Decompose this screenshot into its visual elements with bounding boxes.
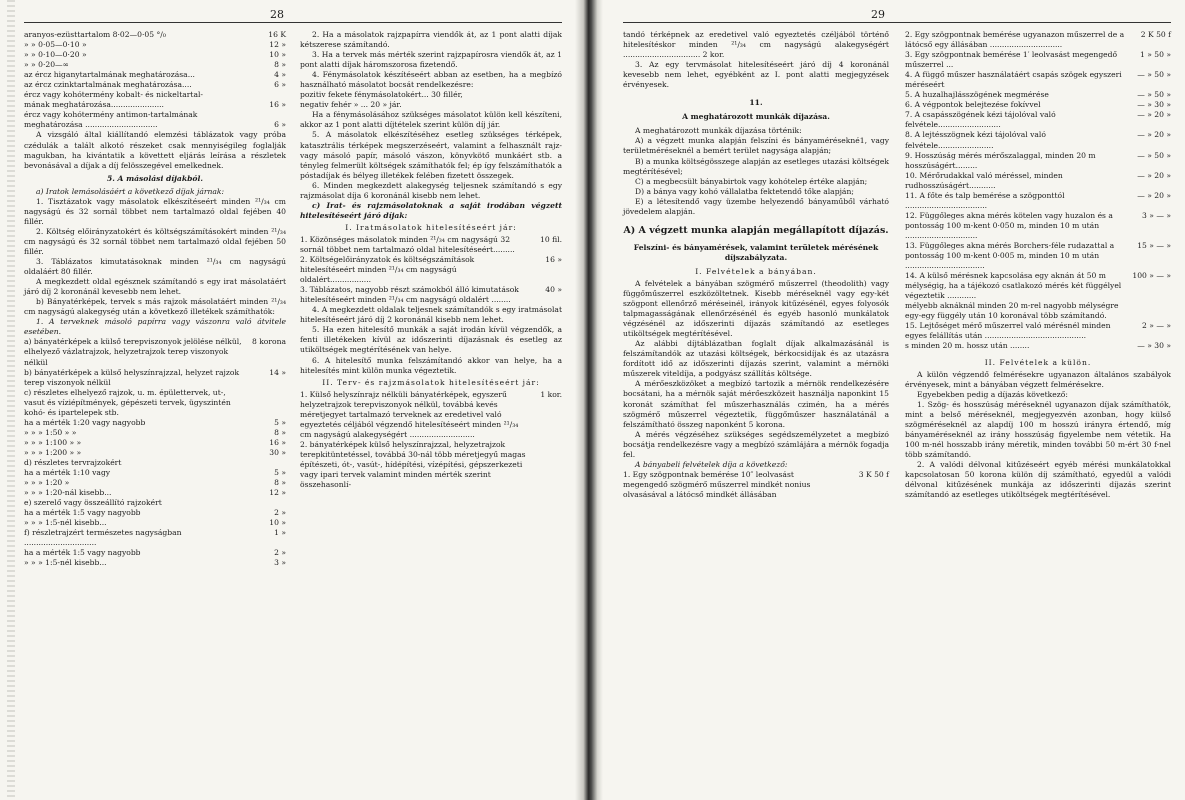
fee-row [24, 518, 286, 528]
fee-description: » » » 1:200 » » [24, 447, 82, 457]
fee-amount: 3 » [274, 558, 286, 568]
fee-amount: 30 » [269, 447, 286, 457]
fee-description: 14. A külső mérésnek kapcsolása egy aknán át 50 m mélységig, ha a tájékozó csatlakozó mérés két függélyel végeztetik ............ [905, 271, 1122, 301]
fee-amount: 40 » [545, 285, 562, 295]
certification-fee-list [300, 235, 562, 305]
fee-description: 1. Külső helyszínrajz nélküli bányatérképek, egyszerű helyzetrajzok terepviszonyok nélkül, továbbá kevés méretjegyet tartalmazó terveknek az eredetivel való egyeztetés céljából végzendő hitelesítéseért minden ²¹/₃₄ cm nagyságú alakegységért ........................... [300, 389, 519, 439]
fee-row [24, 50, 286, 60]
page-edge-shadow [7, 0, 15, 800]
fee-description: » » 0·10—0·20 » [24, 50, 87, 60]
paragraph: Egyebekben pedig a díjazás következő: [917, 389, 1068, 399]
fee-amount: 14 » [269, 367, 286, 377]
paragraph: tandó térképnek az eredetivel való egyeztetés czéljából történő hitelesítéskor minden ²¹/₃₄ cm nagyságú alakegységért ................................ 2 kor. [623, 30, 889, 60]
subheading: I. Felvételek a bányában. [695, 266, 817, 276]
left-page [0, 0, 575, 800]
survey-fee-list [905, 30, 1171, 352]
fee-row [24, 438, 286, 448]
fee-description: 2. Költségelőirányzatok és költségszámítások hitelesítéseért minden ²¹/₃₄ cm nagyságú oldalért................. [300, 255, 475, 285]
fee-row [300, 440, 562, 490]
fee-amount: 100 » — » [1132, 271, 1171, 281]
photocopy-fee-list [300, 90, 562, 110]
fee-row [24, 458, 286, 468]
fee-amount [242, 458, 286, 468]
paragraph: A meghatározott munkák díjazása történik: [635, 126, 802, 136]
fee-amount: 10 » [269, 50, 286, 60]
fee-description: b) bányatérképek a külső helyszínrajzzal, helyzet rajzok terep viszonyok nélkül [24, 367, 240, 387]
subheading: c) Irat- és rajzmásolatoknak a saját irodában végzett hitelesítéseért járó díjak: [300, 200, 562, 220]
fee-row [24, 368, 286, 388]
fee-amount: 3 K 50 f [858, 469, 889, 479]
fee-description: ércz vagy kohótermény antimon-tartalmának [24, 110, 198, 120]
paragraph: 5. A másolatok elkészítéséhez esetleg szükséges térképek, katasztrális térképek megszerzéseért, valamint a felhasznált rajz- vagy másoló papír, másoló vászon, könyvkötő munkáért stb. a tényleg felmerült költségek számíthatók fel; ép így felszámíthatók a póstadíjak és bélyeg illetékek felében fizetett összegek. [300, 130, 562, 180]
fee-amount: 1 » [274, 528, 286, 538]
section-heading: A meghatározott munkák díjazása. [682, 112, 830, 122]
fee-description: e) szerelő vagy összeállító rajzokért [24, 498, 162, 508]
subheading: II. Terv- és rajzmásolatok hitelesítéseért jár: [322, 377, 540, 387]
fee-row [24, 40, 286, 50]
fee-description: » » » 1:20 » [24, 478, 70, 488]
fee-description: » » » 1:50 » » [24, 427, 77, 437]
page-number: 28 [270, 8, 284, 21]
paragraph: 4. A megkezdett oldalak teljesnek számítandók s egy iratmásolat hitelesítéseért járó díj 2 koronánál kisebb nem lehet. [300, 305, 562, 325]
section-heading: 5. A másolási díjakból. [106, 173, 204, 183]
fee-description: » » » 1:20-nál kisebb... [24, 488, 112, 498]
fee-amount: 6 » [274, 80, 286, 90]
paragraph: 6. A hitelesítő munka felszámítandó akkor van helye, ha a hitelesítés mint külön munka végeztetik. [300, 355, 562, 375]
fee-amount [256, 90, 286, 100]
fee-description: » » » 1:5-nél kisebb... [24, 558, 107, 568]
header-rule [623, 22, 1171, 23]
fee-row [905, 241, 1171, 271]
fee-description: s minden 20 m. hossz után ........ [905, 341, 1030, 351]
fee-description: 12. Függőleges akna mérés kötelen vagy huzalon és a pontosság 100 m-kent 0·050 m, minden 10 m után .............................. [905, 210, 1113, 240]
fee-row [24, 508, 286, 518]
fee-description: mának meghatározása...................... [24, 100, 164, 110]
fee-amount: 12 » [269, 40, 286, 50]
fee-amount: 5 » [274, 417, 286, 427]
fee-description: 11. A főte és talp bemérése a szögponttól .................................. [905, 190, 1065, 210]
fee-amount: 2 K 50 f [1140, 30, 1171, 39]
paragraph: Ha a fénymásolásához szükséges másolatot külön kell készíteni, akkor az 1 pont alatti díjtételek szerint külön díj jár. [300, 110, 562, 130]
paragraph: D) a bánya vagy kohó vállalatba fektetendő tőke alapján; [635, 186, 854, 196]
fee-amount: — » 50 » [1137, 90, 1171, 100]
fee-amount: — » 30 » [1137, 341, 1171, 351]
page-number: 29 [871, 8, 885, 21]
fee-row [24, 418, 286, 428]
fee-amount: 8 » [274, 427, 286, 437]
fee-row [24, 80, 286, 90]
fee-amount: — » 20 » [1137, 130, 1171, 140]
fee-amount: 12 » [269, 488, 286, 498]
book-gutter [575, 0, 603, 800]
fee-description: » » 0·05—0·10 » [24, 40, 87, 50]
fee-description: az ércz czinktartalmának meghatározása.... [24, 80, 192, 90]
subheading: I. Iratmásolatok hitelesítéseért jár: [345, 222, 517, 232]
fee-description: 2. Egy szögpontnak bemérése ugyanazon műszerrel de a látócső egy állásában .............................. [905, 30, 1125, 50]
fee-description: 10. Mérőrudakkal való méréssel, minden rudhosszúságért........... [905, 170, 1063, 190]
fee-amount [528, 440, 562, 490]
fee-description: 3. Táblázatos, nagyobb részt számokból álló kimutatások hitelesítéseért minden ²¹/₃₄ cm nagyságú oldalért ........ [300, 285, 519, 305]
fee-amount [552, 90, 562, 100]
fee-amount: 4 » [274, 70, 286, 80]
copy-fee-list [24, 337, 286, 568]
fee-row [24, 90, 286, 100]
fee-description: 4. A függő műszer használatáért csapás szögek egyszeri méréseért [905, 70, 1122, 90]
fee-row [24, 558, 286, 568]
fee-description: c) részletes elhelyező rajzok, u. m. épülettervek, ut-, vasut és víziépítmények, gépészeti tervek, ügyszintén kohó- és ipartelepek stb. [24, 387, 231, 417]
fee-amount: — » 30 » [1137, 100, 1171, 110]
paragraph: 2. Költség előirányzatokért és költségszámításokért minden ²¹/₃₄ cm nagyságú és 32 sornál többet nem tartalmazó oldal fejében 50 fillér. [24, 226, 286, 256]
fee-amount: 16 » [269, 437, 286, 447]
fee-row [905, 321, 1171, 341]
fee-amount: 16 K [268, 30, 286, 39]
paragraph: A megkezdett oldal egésznek számítandó s egy irat másolatáért járó díj 2 koronánál kevesebb nem lehet. [24, 277, 286, 297]
paragraph: 3. Ha a tervek más mérték szerint rajzpapírosra viendők át, az 1 pont alatti díjak háromszorosa fizetendő. [300, 50, 562, 70]
fee-description: 5. A huzalhajlásszögének megmérése [905, 90, 1049, 100]
subheading: Felszíni- és bányamérések, valamint területek mérésének díjszabályzata. [633, 242, 879, 262]
fee-amount: 2 » — » [1142, 321, 1171, 331]
fee-row [24, 548, 286, 558]
paragraph: 2. Ha a másolatok rajzpapírra viendők át, az 1 pont alatti díjak kétszerese számítandó. [300, 30, 562, 50]
fee-amount: — » 20 » [1137, 110, 1171, 120]
fee-description: ha a mérték 1:20 vagy nagyobb [24, 417, 146, 427]
right-column-1 [623, 30, 889, 500]
paragraph: 3. Táblázatos kimutatásoknak minden ²¹/₃₄ cm nagyságú oldaláért 80 fillér. [24, 257, 286, 277]
fee-amount: 3 » — » [1142, 210, 1171, 220]
fee-row [24, 478, 286, 488]
paragraph: E) a létesítendő vagy üzembe helyezendő bányaműből várható jövedelem alapján. [623, 196, 889, 216]
fee-row [24, 388, 286, 418]
fee-amount: 15 » — » [1137, 240, 1171, 250]
drawing-certification-fee-list [300, 390, 562, 490]
fee-row [905, 110, 1171, 130]
fee-row [24, 30, 286, 40]
fee-amount: — » 50 » [1137, 70, 1171, 80]
paragraph: 6. Minden megkezdett alakegység teljesnek számítandó s egy rajzmásolat díja 6 koronánál kisebb nem lehet. [300, 180, 562, 200]
fee-amount: 16 » [269, 100, 286, 110]
fee-row [300, 285, 562, 305]
fee-description: pozitiv fekete fénymásolatokért... 30 fillér, [300, 90, 463, 100]
fee-amount [552, 100, 562, 110]
fee-description: meghatározása .............................. [24, 120, 158, 130]
fee-description: 15. Lejtőséget mérő műszerrel való mérésnél minden egyes felállítás után .......................................... [905, 321, 1111, 341]
fee-description: 3. Egy szögpontnak bemérése 1′ leolvasást megengedő műszerrel ... [905, 50, 1118, 70]
fee-description: 2. bányatérképek külső helyszínrajzzal, helyzetrajzok terepkitüntetéssel, továbbá 30-nál több méretjegyű magas építészeti, ót-, vasút-, hídépítési, vízépítési, gépszerkezeti vagy ipari tervek valamint minden mérték szerint összehasonlí- [300, 439, 526, 490]
fee-row [905, 70, 1171, 90]
paragraph: 4. Fénymásolatok készítéseért abban az esetben, ha a megbízó használható másolatot bocsát rendelkezésre: [300, 70, 562, 90]
fee-row [905, 171, 1171, 191]
fee-row [905, 191, 1171, 211]
fee-row [24, 100, 286, 110]
fee-row [300, 390, 562, 440]
left-column-1 [24, 30, 286, 568]
fee-row [24, 337, 286, 367]
fee-row [24, 428, 286, 438]
fee-amount: — » 50 » [1137, 150, 1171, 160]
paragraph: B) a munka költségösszege alapján az esetleges utazási költségek megtérítésével; [623, 156, 889, 176]
left-column-2 [300, 30, 562, 490]
fee-description: 9. Hosszúság mérés mérőszalaggal, minden 20 m hosszúságért......... [905, 150, 1096, 170]
fee-row [905, 50, 1171, 70]
fee-row [300, 255, 562, 285]
fee-row [300, 100, 562, 110]
fee-amount: 6 » [274, 120, 286, 130]
fee-row [623, 470, 889, 500]
fee-row [905, 30, 1171, 50]
fee-description: 1. Egy szögpontnak bemérése 10″ leolvasást megengedő szögmérő műszerrel mindkét nonius olvasásával a látócső mindkét állásában [623, 469, 811, 499]
fee-amount: 16 » [545, 255, 562, 265]
fee-description: a) bányatérképek a külső terepviszonyok jelölése nélkül, elhelyező vázlatrajzok, helyzetrajzok terep viszonyok nélkül [24, 337, 242, 367]
paragraph: 2. A valódi délvonal kitűzéseért egyéb mérési munkálatokkal kapcsolatosan 50 korona külön díj számítható, egyedül a valódi délvonal kitűzésének munkája az időszerinti díjazás szerint számítandó az esetleges utiköltségek megtérítésével. [905, 459, 1171, 500]
fee-row [905, 211, 1171, 241]
fee-amount: 8 » [274, 60, 286, 70]
assay-fee-list [24, 30, 286, 130]
fee-row [300, 90, 562, 100]
paragraph: Az alábbi díjtáblázatban foglalt díjak alkalmazásánál is felszámítandók az utazási költségek, bérkocsidíjak és az utazásra fordított idő az időszerinti díjazás szerint, valamint a mérnöki műszerek viteldíja, a podgyász szállítás költsége. [623, 339, 889, 379]
subheading: a) Iratok lemásolásáért a következő díjak járnak: [36, 186, 225, 196]
fee-row [24, 488, 286, 498]
fee-description: ha a mérték 1:5 vagy nagyobb [24, 548, 141, 558]
fee-amount: 8 korona [251, 337, 286, 347]
fee-row [24, 448, 286, 458]
fee-amount: 2 » [274, 508, 286, 518]
paragraph: A mérőeszközöket a megbízó tartozik a mérnök rendelkezésére bocsátani, ha a mérnök saját mérőeszközeit használja naponkint 15 koronát számíthat fel műszerhasználás czimén, ha a mérés szögmérő műszerrel végeztetik, függőműszer használatánál a felszámítható összeg naponként 5 korona. [623, 379, 889, 429]
fee-row [300, 235, 562, 255]
fee-description: ha a mérték 1:5 vagy nagyobb [24, 508, 141, 518]
fee-row [24, 70, 286, 80]
fee-amount [242, 498, 286, 508]
fee-description: » » » 1:5-nél kisebb... [24, 518, 107, 528]
fee-row [905, 130, 1171, 150]
subheading: II. Felvételek a külön. [984, 357, 1092, 367]
right-page [603, 0, 1185, 800]
fee-row [905, 151, 1171, 171]
paragraph: A vizsgáló által kiállítandó elemzési táblázatok vagy próba czédulák a talált alkotó részeket csak mennyiségileg foglalják magukban, ha kivántatik a követtett eljárás leírása a részletek bevonásával a díjak a díj felösszegével emelkednek. [24, 130, 286, 170]
fee-description: 13. Függőleges akna mérés Borchers-féle rudazattal a pontosság 100 m-kent 0·005 m, minden 10 m után ................................. [905, 240, 1115, 271]
fee-row [905, 100, 1171, 110]
fee-amount [256, 110, 286, 120]
header-rule [24, 22, 562, 23]
paragraph: 1. Tisztázatok vagy másolatok elkészítéseért minden ²¹/₃₄ cm nagyságú és 32 sornál többet nem tartalmazó oldal fejében 40 fillér. [24, 196, 286, 226]
fee-amount: 10 » [269, 518, 286, 528]
fee-row [905, 341, 1171, 351]
section-number: 11. [749, 98, 763, 108]
fee-amount: 8 » [274, 478, 286, 488]
fee-description: f) részletrajzért természetes nagyságban .............................. [24, 528, 182, 548]
paragraph: A felvételek a bányában szögmérő műszerrel (theodolith) vagy függőműszerrel eszközöltetnek. Kisebb méréseknél vagy egy-két szögpont ellenőrző méréseinél, irányok kitűzésénél, egyes folyosók talpmagasságának ellenőrzésénél és egyéb hasonló munkálatok végzésénél az időszerinti díjazás számítandó az esetleges utiköltségek megtérítésével. [623, 278, 889, 339]
fee-amount [242, 388, 286, 418]
paragraph: b) Bányatérképek, tervek s más rajzok másolatáért minden ²¹/₃₄ cm nagyságú alakegység után a következő illetékek számíthatók: [24, 297, 286, 317]
fee-description: » » 0·20—∞ [24, 60, 69, 70]
fee-description: mélyebb aknáknál minden 20 m-rel nagyobb mélységre egy-egy függély után 10 koronával több számítandó. [905, 301, 1119, 321]
fee-row [24, 528, 286, 548]
fee-description: 1. Közönséges másolatok minden ²¹/₃₄ cm nagyságú 32 sornál többet nem tartalmazó oldal hitelesítéseért......... [300, 234, 515, 254]
fee-amount [1125, 301, 1171, 321]
fee-description: aranyos-ezüsttartalom 8·02—0·05 °/₀ [24, 30, 166, 39]
fee-description: 7. A csapásszögének kézi tájolóval való felvétele.......................... [905, 110, 1056, 130]
fee-description: ércz vagy kohótermény kobalt- és nickeltartal- [24, 90, 203, 100]
fee-row [905, 301, 1171, 321]
fee-row [24, 110, 286, 120]
fee-row [905, 90, 1171, 100]
paragraph: 3. Az egy tervmásolat hitelesítéseért járó díj 4 koronánál kevesebb nem lehet, egyébként az I. pont alatti megjegyzések érvényesek. [623, 60, 889, 90]
fee-amount: — » 20 » [1137, 190, 1171, 200]
fee-row [24, 498, 286, 508]
fee-amount: 1 kor. [540, 389, 562, 399]
fee-amount: 5 » [274, 468, 286, 478]
fee-description: » » » 1:100 » » [24, 437, 82, 447]
paragraph: 1. Szög- és hosszúság méréseknél ugyanazon díjak számíthatók, mint a belső méréseknél, megjegyezvén azonban, hogy külső szögméréseknél az alapdíj 100 m hosszú irányra értendő, míg bányaméréseknél az irány hosszúság figyelembe nem vétetik. Ha 100 m-nél hosszabb irány méretik, minden további 50 m-ért 30 f-nel több számítandó. [905, 399, 1171, 459]
paragraph: A) a végzett munka alapján felszíni és bányamérésekné1, vagy területméréseknél a bemért terület nagysága alapján; [623, 136, 889, 156]
fee-amount: 1 » 50 » [1139, 50, 1171, 60]
fee-row [905, 271, 1171, 301]
main-heading: A) A végzett munka alapján megállapított díjazás. [623, 224, 889, 236]
right-column-2 [905, 30, 1171, 500]
fee-description: ha a mérték 1:10 vagy [24, 468, 111, 478]
fee-description: d) részletes tervrajzokért [24, 457, 122, 467]
fee-description: az ércz higanytartalmának meghatározása... [24, 70, 195, 80]
paragraph: 1. A terveknek másoló papírra vagy vászonra való átvitele esetében. [24, 317, 286, 337]
fee-description: negativ fehér » ... 20 » jár. [300, 100, 402, 110]
paragraph: 5. Ha ezen hitelesítő munkák a saját irodán kívül végzendők, a fenti illetékeken kívül az időszerinti díjazásnak és esetleg az utiköltségek megtérítésének van helye. [300, 325, 562, 355]
fee-description: 6. A végpontok belejtezése fokívvel [905, 100, 1041, 110]
fee-row [24, 60, 286, 70]
paragraph: A mérés végzéséhez szükséges segédszemélyzetet a megbízó bocsátja rendelkezésre vagy a megbízó számlájára a mérnök fogadja fel. [623, 429, 889, 459]
fee-row [24, 468, 286, 478]
paragraph: A bányabeli felvételek díja a következő: [635, 459, 788, 469]
fee-description: 8. A lejtésszögnek kézi tájolóval való felvétele....................... [905, 130, 1046, 150]
paragraph: A külön végzendő felmérésekre ugyanazon általános szabályok érvényesek, mint a bányában végzett felmérésekre. [905, 369, 1171, 389]
fee-amount: 2 » [274, 548, 286, 558]
fee-row [24, 120, 286, 130]
fee-amount: — » 20 » [1137, 170, 1171, 180]
fee-amount: 10 fil. [540, 234, 562, 244]
paragraph: C) a megbecsült bányabirtok vagy kohótelep értéke alapján; [635, 176, 868, 186]
